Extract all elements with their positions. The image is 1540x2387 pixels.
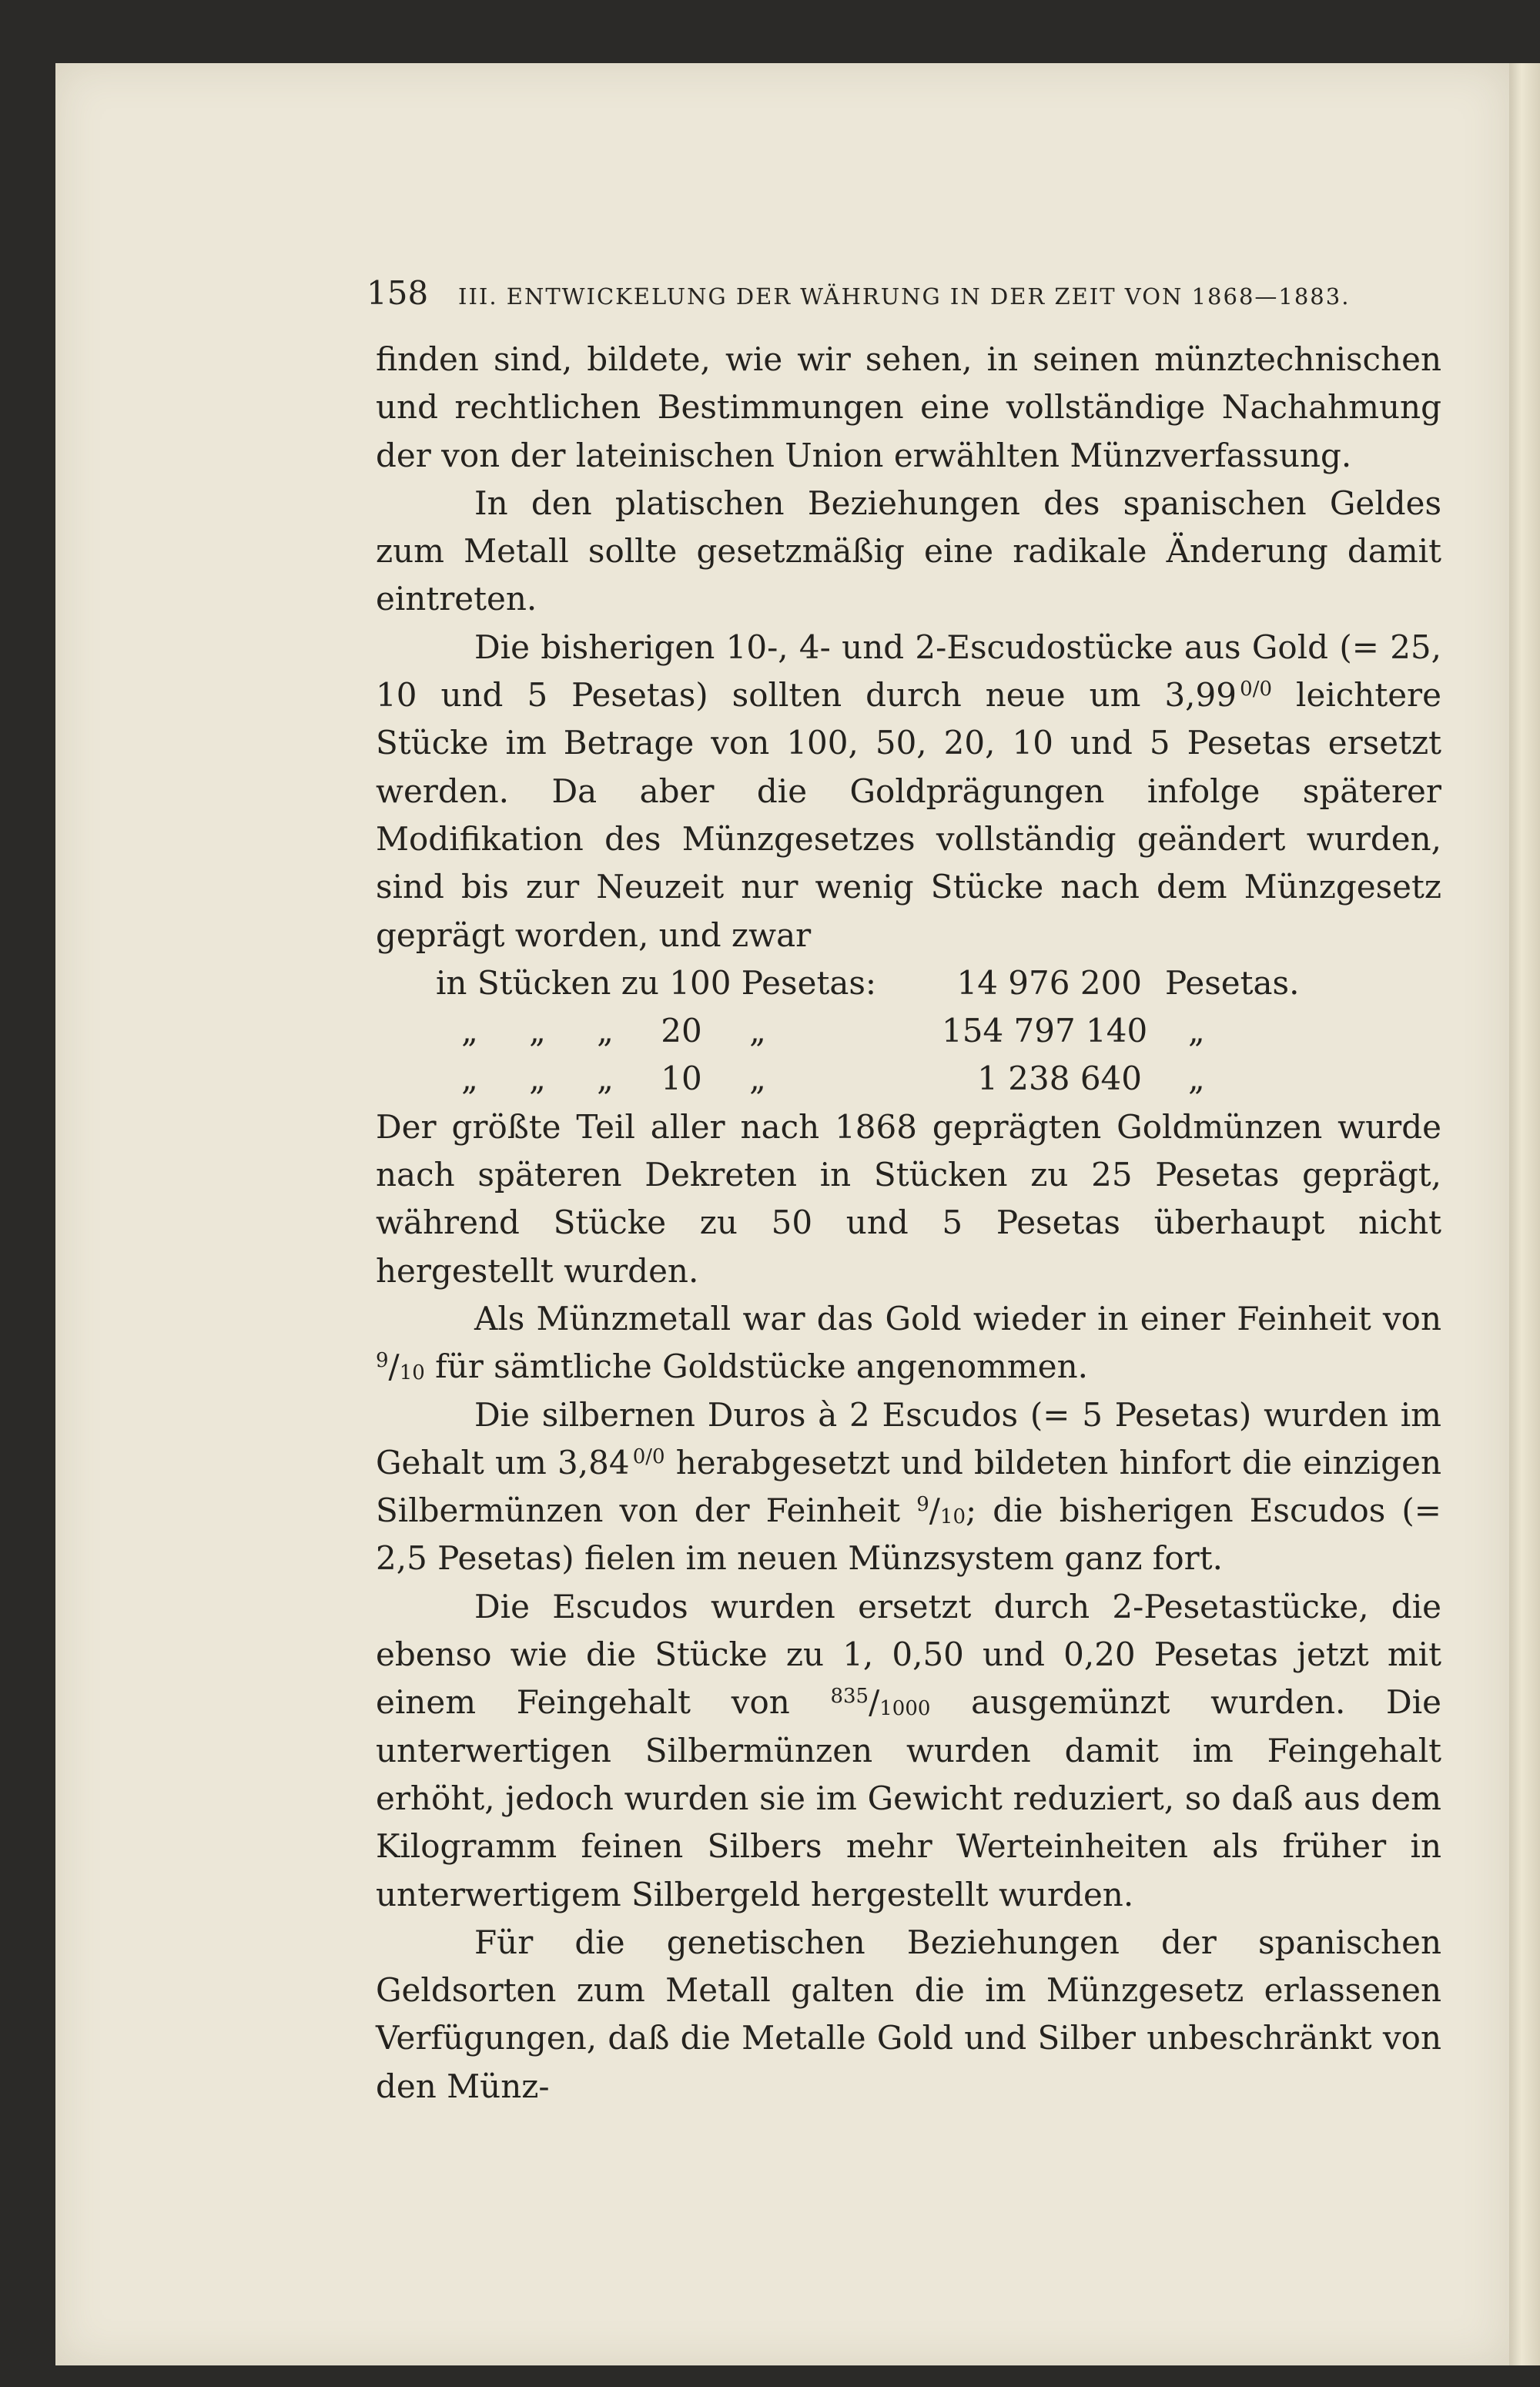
table-row-denomination: 10: [661, 1060, 702, 1098]
table-row-unit: Pesetas.: [1165, 963, 1300, 1002]
page-number: 158: [367, 274, 429, 312]
paragraph-2: In den platischen Beziehungen des spanischen Geldes zum Metall sollte gesetzmäßig eine radikale Änderung damit eintreten.: [376, 484, 1441, 618]
percent-sign: 0/0: [632, 1445, 665, 1468]
paragraph-6-start: Die silbernen Duros à 2 Escudos (= 5 Pesetas) wurden im Gehalt um 3,84: [376, 1395, 1441, 1481]
table-row: [376, 1007, 1441, 1055]
paragraph-5-end: für sämtliche Goldstücke angenommen.: [435, 1348, 1089, 1386]
paragraph-4: Der größte Teil aller nach 1868 geprägten Goldmünzen wurde nach späteren Dekreten in Stücken zu 25 Pesetas geprägt, während Stücke zu 50 und 5 Pesetas überhaupt nicht hergestellt wurden.: [376, 1107, 1441, 1290]
running-title: III. ENTWICKELUNG DER WÄHRUNG IN DER ZEIT VON 1868—1883.: [457, 283, 1351, 310]
fraction-numerator: 9: [916, 1493, 929, 1517]
paragraph-6-middle: herabgesetzt und bildeten hinfort die einzigen Silbermünzen von der Feinheit: [376, 1443, 1441, 1530]
body-text: [376, 336, 1441, 2111]
table-row-label: [376, 1007, 942, 1055]
ditto-mark: „: [529, 1060, 546, 1098]
running-header: [367, 274, 1445, 312]
ditto-mark: „: [597, 1012, 614, 1050]
ditto-mark: „: [529, 1012, 546, 1050]
ditto-mark: „: [749, 1012, 766, 1050]
paragraph-1: finden sind, bildete, wie wir sehen, in seinen münztechnischen und rechtlichen Bestimmungen eine vollständige Nachahmung der von der lateinischen Union erwählten Münzverfassung.: [376, 340, 1441, 474]
table-row-label: in Stücken zu 100 Pesetas:: [436, 963, 877, 1002]
table-row-amount: 154 797 140: [942, 1012, 1148, 1050]
table-row-label: [376, 1055, 942, 1103]
table-row: [376, 1055, 1441, 1103]
table-row-amount: 14 976 200: [956, 963, 1142, 1002]
fraction-denominator: 1000: [879, 1697, 931, 1721]
table-row-denomination: 20: [661, 1012, 702, 1050]
paragraph-7: Die Escudos wurden ersetzt durch 2-Pesetastücke, die ebenso wie die Stücke zu 1, 0,50 und 0,20 Pesetas jetzt mit einem Feingehalt von $^{835}/_{1000}$ ausgemünzt wurden. Die unterwertigen Silbermünzen wurden damit im Feingehalt erhöht, jedoch wurden sie im Gewicht reduziert, so daß aus dem Kilogramm feinen Silbers mehr Werteinheiten als früher in unterwertigem Silbergeld hergestellt wurden.: [376, 1587, 1441, 1913]
ditto-mark: „: [461, 1012, 478, 1050]
paragraph-5: Als Münzmetall war das Gold wieder in einer Feinheit von $^9/_{10}$ für sämtliche Goldstücke angenommen.: [376, 1299, 1441, 1386]
fraction-numerator: 9: [376, 1349, 389, 1373]
paragraph-3: [376, 624, 1441, 959]
paragraph-8: Für die genetischen Beziehungen der spanischen Geldsorten zum Metall galten die im Münzgesetz erlassenen Verfügungen, daß die Metalle Gold und Silber unbeschränkt von den Münz-: [376, 1923, 1441, 2105]
ditto-mark: „: [461, 1060, 478, 1098]
paragraph-7-start: Die Escudos wurden ersetzt durch 2-Pesetastücke, die ebenso wie die Stücke zu 1, 0,50 und 0,20 Pesetas jetzt mit einem Feingehalt von: [376, 1587, 1441, 1722]
paragraph-5-start: Als Münzmetall war das Gold wieder in einer Feinheit von: [474, 1299, 1441, 1337]
table-row-amount: 1 238 640: [977, 1060, 1142, 1098]
table-row-unit: „: [1188, 1012, 1205, 1050]
paragraph-3-start: Die bisherigen 10-, 4- und 2-Escudostücke aus Gold (= 25, 10 und 5 Pesetas) sollten durch neue um 3,99: [376, 628, 1441, 715]
paragraph-7-end: ausgemünzt wurden. Die unterwertigen Silbermünzen wurden damit im Feingehalt erhöht, jedoch wurden sie im Gewicht reduziert, so daß aus dem Kilogramm feinen Silbers mehr Werteinheiten als früher in unterwertigem Silbergeld hergestellt wurden.: [376, 1683, 1441, 1913]
table-row: [376, 959, 1441, 1007]
paragraph-6: Die silbernen Duros à 2 Escudos (= 5 Pesetas) wurden im Gehalt um 3,84 $^{0/0}$ herabgesetzt und bildeten hinfort die einzigen Silbermünzen von der Feinheit $^9/_{10}$; die bisherigen Escudos (= 2,5 Pesetas) fielen im neuen Münzsystem ganz fort.: [376, 1395, 1441, 1578]
ditto-mark: „: [597, 1060, 614, 1098]
paragraph-3-end: leichtere Stücke im Betrage von 100, 50, 20, 10 und 5 Pesetas ersetzt werden. Da aber die Goldprägungen infolge späterer Modifikation des Münzgesetzes vollständig geändert wurden, sind bis zur Neuzeit nur wenig Stücke nach dem Münzgesetz geprägt worden, und zwar: [376, 676, 1441, 954]
page-edge: [1509, 63, 1540, 2365]
table-row-unit: „: [1188, 1060, 1205, 1098]
ditto-mark: „: [749, 1060, 766, 1098]
fraction-denominator: 10: [939, 1505, 966, 1529]
fraction-denominator: 10: [399, 1361, 425, 1385]
fraction-numerator: 835: [830, 1685, 869, 1709]
percent-sign: 0/0: [1240, 678, 1273, 701]
paragraph-6-end: ; die bisherigen Escudos (= 2,5 Pesetas) fielen im neuen Münzsystem ganz fort.: [376, 1491, 1441, 1578]
